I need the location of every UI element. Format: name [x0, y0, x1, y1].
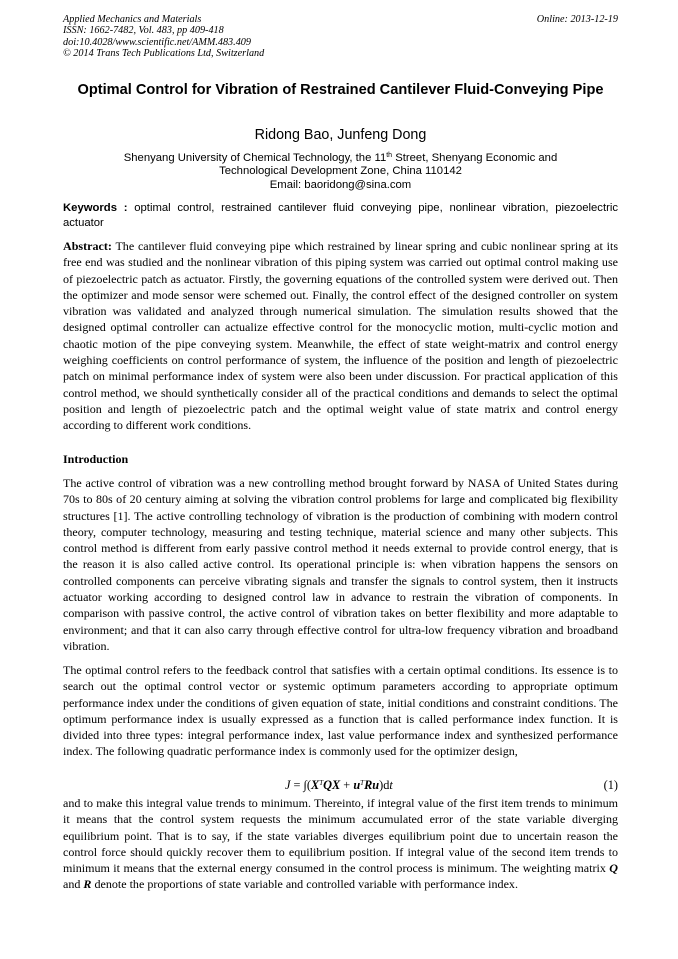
intro-paragraph-3: and to make this integral value trends to minimum. Thereinto, if integral value of the first item trends to minimum it means that the control system requests the minimum accumulated error of the state variable diverging equilibrium point. That is to say, if the state variables diverges equilibrium point due to uncertain reason the control force should quickly recover them to equilibrium position. If integral value of the second item trends to minimum it means that the external energy consumed in the control process is minimum. The weighting matrix Q and R denote the proportions of state variable and controlled variable with performance index.: [63, 796, 618, 892]
issn-line: ISSN: 1662-7482, Vol. 483, pp 409-418: [63, 25, 224, 37]
equation-expression: $J = \int(X^TQX + u^TRu)dt$: [285, 778, 393, 792]
abstract: [63, 238, 618, 434]
affiliation: [63, 152, 618, 192]
equation-1: [63, 777, 618, 794]
weighting-matrix-q: Q: [609, 861, 618, 876]
journal-name: Applied Mechanics and Materials: [63, 14, 202, 25]
keywords-separator: :: [123, 202, 128, 214]
affiliation-line-1: Shenyang University of Chemical Technology, the 11th Street, Shenyang Economic and: [123, 152, 558, 164]
doi-line: doi:10.4028/www.scientific.net/AMM.483.409: [63, 36, 251, 48]
paper-authors: Ridong Bao, Junfeng Dong: [254, 127, 427, 143]
section-heading-introduction: Introduction: [63, 452, 129, 466]
keywords: [63, 201, 618, 230]
author-email: Email: baoridong@sina.com: [269, 178, 412, 191]
affiliation-line-2: Technological Development Zone, China 110142: [219, 165, 462, 178]
weighting-matrix-r: R: [83, 877, 92, 892]
online-date: Online: 2013-12-19: [536, 14, 618, 25]
keywords-text: optimal control, restrained cantilever fluid conveying pipe, nonlinear vibration, piezoelectric actuator: [63, 202, 619, 229]
intro-paragraph-2: The optimal control refers to the feedback control that satisfies with a certain optimal conditions. Its essence is to search out the optimal control vector or systemic optimum parameters according to appropriate optimum performance index under the conditions of given equation of state, initial conditions and constraint conditions. The optimum performance index is usually expressed as a function that is called performance index function. It is divided into three types: integral performance index, last value performance index and synthesized performance index. The following quadratic performance index is commonly used for the optimizer design,: [63, 663, 618, 759]
intro-paragraph-1: The active control of vibration was a new controlling method brought forward by NASA of United States during 70s to 80s of 20 century aiming at solving the vibration control problems for large and complicated big flexibility structures [1]. The active controlling technology of vibration is the production of combining with modern control theory, computer technology, measuring and testing technique, material science and many other subjects. This control method is different from early passive control method it needs external to provide control energy, that is the reason it is also called active control. Its operational principle is: when vibration happens the sensors on controlled components can perceive vibrating signals and transfer the signals to control system, then it instructs actuator working according to designed control law in advance to restrain the vibration of components. In comparison with passive control, the active control of vibration takes on better flexibility and more adaptable to environment; and that it can also carry through effective control for ultra-low frequency vibration and broadband vibration.: [63, 476, 618, 653]
abstract-text: The cantilever fluid conveying pipe which restrained by linear spring and cubic nonlinear spring at its free end was studied and the nonlinear vibration of this piping system was carried out optimal control making use of piezoelectric patch as actuator. Firstly, the governing equations of the controlled system were derived out. Then the optimizer and mode sensor were schemed out. Finally, the control effect of the designed controller on system vibration was validated and analyzed through numerical simulation. The simulation results showed that the designed optimal controller can actualize effective control for the monocyclic motion, multi-cyclic motion and chaotic motion of the pipe conveying system. Meanwhile, the effect of state weight-matrix and control energy weighing coefficients on control performance of system, the influence of the position and length of piezoelectric patch on minimal performance index of system were also been under discussion. For practical application of this control method, we should synthetically consider all of the practical conditions and demands to select the optimal position and length of piezoelectric patch and the optimal weight value of state matrix and control energy according to different work conditions.: [63, 239, 619, 433]
equation-number: (1): [603, 778, 618, 792]
paper-title: Optimal Control for Vibration of Restrained Cantilever Fluid-Conveying Pipe: [77, 82, 604, 98]
keywords-label: Keywords: [63, 202, 117, 214]
journal-header: [63, 14, 618, 60]
abstract-label: Abstract:: [63, 239, 112, 253]
copyright-line: © 2014 Trans Tech Publications Ltd, Switzerland: [63, 48, 265, 60]
